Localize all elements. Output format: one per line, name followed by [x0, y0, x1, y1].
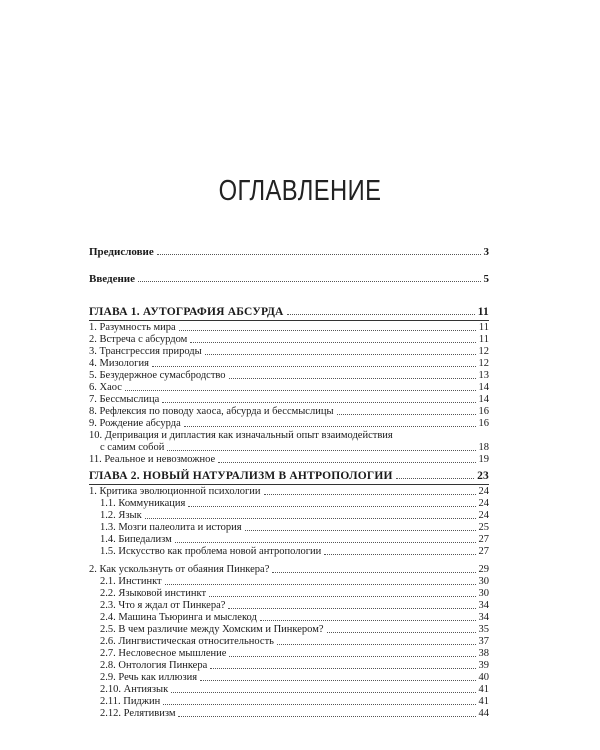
- toc-page-number: 14: [478, 394, 489, 405]
- toc-entry[interactable]: [89, 648, 489, 660]
- leader-dots: [179, 330, 476, 331]
- toc-entry[interactable]: [89, 684, 489, 696]
- toc-entry[interactable]: [89, 708, 489, 720]
- toc-entry[interactable]: [89, 612, 489, 624]
- leader-dots: [163, 704, 475, 705]
- toc-entry-label: 2.11. Пиджин: [100, 696, 161, 707]
- toc-entry[interactable]: [89, 334, 489, 346]
- toc-entry-label: 9. Рождение абсурда: [89, 418, 181, 429]
- toc-entry[interactable]: [89, 510, 489, 522]
- page-title: ОГЛАВЛЕНИЕ: [218, 175, 382, 207]
- toc-page-number: 18: [478, 442, 489, 453]
- toc-entry-label: 2.7. Несловесное мышление: [100, 648, 227, 659]
- toc-entry[interactable]: [89, 534, 489, 546]
- leader-dots: [190, 342, 476, 343]
- chapter-divider: [89, 484, 489, 485]
- toc-page-number: 24: [478, 486, 489, 497]
- toc-page-number: 5: [483, 273, 489, 285]
- toc-entry[interactable]: [89, 660, 489, 672]
- leader-dots: [209, 596, 475, 597]
- chapter-divider: [89, 320, 489, 321]
- toc-entry[interactable]: [89, 546, 489, 558]
- toc-entry[interactable]: [89, 382, 489, 394]
- toc-page-number: 41: [478, 696, 489, 707]
- leader-dots: [138, 281, 480, 282]
- toc-entry-label: 2.4. Машина Тьюринга и мыслекод: [100, 612, 257, 623]
- toc-entry[interactable]: [89, 624, 489, 636]
- toc-page-number: 27: [478, 534, 489, 545]
- leader-dots: [205, 354, 476, 355]
- toc-chapter-1[interactable]: [89, 306, 489, 318]
- leader-dots: [229, 378, 476, 379]
- toc-entry[interactable]: [89, 486, 489, 498]
- toc-entry-label: 2.8. Онтология Пинкера: [100, 660, 208, 671]
- toc-entry-label: 1.3. Мозги палеолита и история: [100, 522, 242, 533]
- leader-dots: [171, 692, 475, 693]
- toc-entry[interactable]: [89, 370, 489, 382]
- toc-entry-label: 7. Бессмыслица: [89, 394, 160, 405]
- toc-entry[interactable]: [89, 346, 489, 358]
- toc-entry[interactable]: [89, 672, 489, 684]
- toc-page-number: 34: [478, 600, 489, 611]
- toc-page-number: 29: [478, 564, 489, 575]
- toc-entry-label: 2.2. Языковой инстинкт: [100, 588, 207, 599]
- toc-entry[interactable]: [89, 564, 489, 576]
- toc-page-number: 25: [478, 522, 489, 533]
- toc-entry[interactable]: [89, 600, 489, 612]
- leader-dots: [264, 494, 476, 495]
- toc-page-number: 30: [478, 576, 489, 587]
- toc-entry[interactable]: [89, 636, 489, 648]
- toc-entry-introduction[interactable]: [89, 273, 489, 285]
- toc-page-number: 24: [478, 498, 489, 509]
- toc-entry[interactable]: [89, 696, 489, 708]
- toc-entry-label: 3. Трансгрессия природы: [89, 346, 202, 357]
- toc-page-number: 11: [478, 322, 489, 333]
- toc-entry-label: 1.1. Коммуникация: [100, 498, 186, 509]
- toc-entry-label: 4. Мизология: [89, 358, 149, 369]
- toc-entry-label: 2.3. Что я ждал от Пинкера?: [100, 600, 226, 611]
- toc-entry-label: 2. Как ускользнуть от обаяния Пинкера?: [89, 564, 270, 575]
- leader-dots: [175, 542, 476, 543]
- toc-page-number: 16: [478, 418, 489, 429]
- toc-page-number: 38: [478, 648, 489, 659]
- leader-dots: [324, 554, 475, 555]
- toc-page-number: 24: [478, 510, 489, 521]
- toc-entry[interactable]: [89, 454, 489, 466]
- toc-entry-label: 2.10. Антиязык: [100, 684, 169, 695]
- toc-page-number: 16: [478, 406, 489, 417]
- toc-entry-label[interactable]: 10. Депривация и дипластия как изначальный опыт взаимодействия: [89, 430, 393, 441]
- leader-dots: [277, 644, 476, 645]
- toc-entry-label: ГЛАВА 1. АУТОГРАФИЯ АБСУРДА: [89, 306, 284, 318]
- toc-page-number: 30: [478, 588, 489, 599]
- toc-page-number: 23: [477, 470, 489, 482]
- toc-chapter-2[interactable]: [89, 470, 489, 482]
- toc-entry-label: Предисловие: [89, 246, 154, 258]
- leader-dots: [245, 530, 476, 531]
- toc-entry[interactable]: [89, 418, 489, 430]
- toc-page-number: 12: [478, 358, 489, 369]
- toc-page-number: 11: [478, 334, 489, 345]
- toc-entry[interactable]: [89, 406, 489, 418]
- toc-entry-label: 1.4. Бипедализм: [100, 534, 172, 545]
- leader-dots: [218, 462, 475, 463]
- toc-entry-label: 6. Хаос: [89, 382, 122, 393]
- toc-entry-label: 1. Разумность мира: [89, 322, 176, 333]
- toc-entry-label: 2.6. Лингвистическая относительность: [100, 636, 274, 647]
- leader-dots: [178, 716, 475, 717]
- leader-dots: [272, 572, 475, 573]
- leader-dots: [157, 254, 481, 255]
- toc-entry[interactable]: [89, 394, 489, 406]
- leader-dots: [184, 426, 476, 427]
- leader-dots: [200, 680, 475, 681]
- toc-page-number: 41: [478, 684, 489, 695]
- toc-page-number: 35: [478, 624, 489, 635]
- toc-page-number: 11: [477, 306, 489, 318]
- leader-dots: [210, 668, 475, 669]
- toc-page-number: 14: [478, 382, 489, 393]
- toc-entry-continuation[interactable]: [89, 442, 489, 454]
- toc-page-number: 3: [483, 246, 489, 258]
- leader-dots: [145, 518, 476, 519]
- toc-entry[interactable]: [89, 498, 489, 510]
- toc-entry-label: 8. Рефлексия по поводу хаоса, абсурда и бессмыслицы: [89, 406, 334, 417]
- toc-page-number: 40: [478, 672, 489, 683]
- toc-entry-preface[interactable]: [89, 246, 489, 258]
- toc-entry[interactable]: [89, 522, 489, 534]
- leader-dots: [287, 314, 475, 315]
- toc-entry[interactable]: [89, 322, 489, 334]
- leader-dots: [162, 402, 475, 403]
- leader-dots: [229, 656, 475, 657]
- toc-entry-label: 2.5. В чем различие между Хомским и Пинкером?: [100, 624, 324, 635]
- toc-page-number: 12: [478, 346, 489, 357]
- leader-dots: [125, 390, 476, 391]
- toc-page-number: 19: [478, 454, 489, 465]
- leader-dots: [327, 632, 476, 633]
- toc-entry-label: 2.12. Релятивизм: [100, 708, 176, 719]
- toc-entry-label: ГЛАВА 2. НОВЫЙ НАТУРАЛИЗМ В АНТРОПОЛОГИИ: [89, 470, 393, 482]
- toc-page-number: 37: [478, 636, 489, 647]
- toc-page-number: 44: [478, 708, 489, 719]
- toc-entry-label: 5. Безудержное сумасбродство: [89, 370, 226, 381]
- toc-entry[interactable]: [89, 576, 489, 588]
- leader-dots: [260, 620, 476, 621]
- toc-page-number: 27: [478, 546, 489, 557]
- toc-page-number: 13: [478, 370, 489, 381]
- leader-dots: [337, 414, 476, 415]
- leader-dots: [152, 366, 476, 367]
- leader-dots: [228, 608, 475, 609]
- leader-dots: [167, 450, 475, 451]
- leader-dots: [396, 478, 474, 479]
- leader-dots: [188, 506, 475, 507]
- toc-entry[interactable]: [89, 358, 489, 370]
- toc-page-number: 39: [478, 660, 489, 671]
- toc-entry-label: Введение: [89, 273, 136, 285]
- toc-entry-label: 2. Встреча с абсурдом: [89, 334, 188, 345]
- toc-entry-label: 1.2. Язык: [100, 510, 142, 521]
- toc-entry[interactable]: [89, 588, 489, 600]
- toc-entry-label: 1.5. Искусство как проблема новой антропологии: [100, 546, 322, 557]
- toc-entry-label: 11. Реальное и невозможное: [89, 454, 216, 465]
- toc-entry-label: 1. Критика эволюционной психологии: [89, 486, 261, 497]
- toc-page-number: 34: [478, 612, 489, 623]
- toc-entry-label: 2.9. Речь как иллюзия: [100, 672, 198, 683]
- toc-entry-label: 2.1. Инстинкт: [100, 576, 162, 587]
- leader-dots: [165, 584, 476, 585]
- toc-entry-label: с самим собой: [100, 442, 165, 453]
